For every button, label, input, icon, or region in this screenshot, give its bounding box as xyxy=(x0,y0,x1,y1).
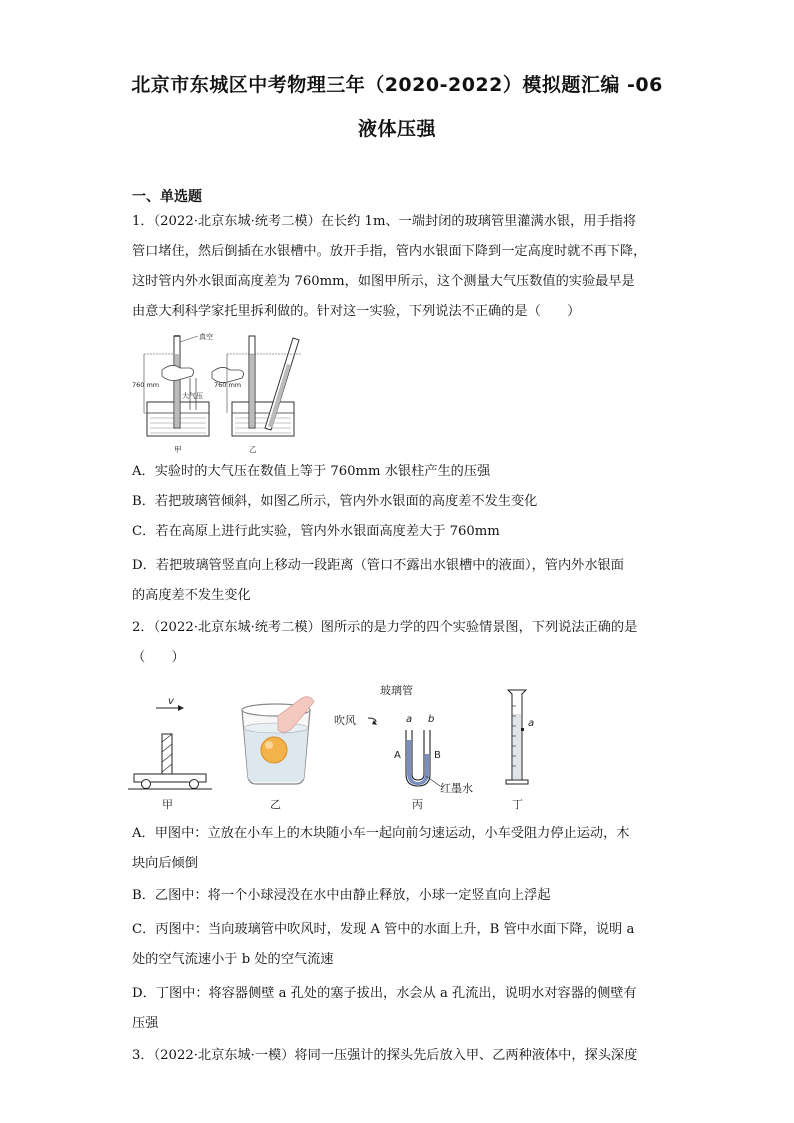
q1-figure xyxy=(132,330,332,456)
bing-caption: 丙 xyxy=(412,798,423,811)
q2-option-b[interactable]: B．乙图中：将一个小球浸没在水中由静止释放，小球一定竖直向上浮起 xyxy=(132,888,551,903)
q2-stem-line-2: （ ） xyxy=(132,650,185,665)
q1-stem-line-1: 1．（2022·北京东城·统考二模）在长约 1m、一端封闭的玻璃管里灌满水银，用手指将 xyxy=(132,214,637,229)
q1-option-c[interactable]: C．若在高原上进行此实验，管内外水银面高度差大于 760mm xyxy=(132,524,500,539)
label-a-ding: a xyxy=(528,718,535,729)
q1-stem-line-3: 这时管内外水银面高度差为 760mm，如图甲所示，这个测量大气压数值的实验最早是 xyxy=(132,274,635,289)
q2-option-a-line-2: 块向后倾倒 xyxy=(132,856,198,871)
q2-option-c-line-1[interactable]: C．丙图中：当向玻璃管中吹风时，发现 A 管中的水面上升，B 管中水面下降，说明 a xyxy=(132,922,635,937)
atm-label: 大气压 xyxy=(182,392,203,400)
q2-stem-line-1: 2．（2022·北京东城·统考二模）图所示的是力学的四个实验情景图，下列说法正确的是 xyxy=(132,620,638,635)
q2-figure-jia xyxy=(128,696,212,811)
q2-option-d-line-2: 压强 xyxy=(132,1016,159,1031)
q1-option-a[interactable]: A．实验时的大气压在数值上等于 760mm 水银柱产生的压强 xyxy=(132,464,491,479)
jia-caption-q2: 甲 xyxy=(162,798,173,811)
q2-option-c-line-2: 处的空气流速小于 b 处的空气流速 xyxy=(132,952,334,967)
label-b: b xyxy=(428,714,435,725)
yi-caption-q2: 乙 xyxy=(270,798,281,811)
q1-option-b[interactable]: B．若把玻璃管倾斜，如图乙所示，管内外水银面的高度差不发生变化 xyxy=(132,494,538,509)
ink-label: 红墨水 xyxy=(440,782,473,795)
ding-caption: 丁 xyxy=(512,798,523,811)
q1-option-d-line-2: 的高度差不发生变化 xyxy=(132,588,251,603)
q2-figure-bing xyxy=(334,683,473,811)
section-heading: 一、单选题 xyxy=(132,189,202,205)
label-A: A xyxy=(394,750,401,761)
q1-stem-line-2: 管口堵住，然后倒插在水银槽中。放开手指，管内水银面下降到一定高度时就不再下降， xyxy=(132,244,647,259)
yi-caption-q1: 乙 xyxy=(249,445,257,454)
blow-label: 吹风 xyxy=(334,714,356,727)
mm-label-yi: 760 mm xyxy=(214,381,242,389)
q2-figure-yi xyxy=(242,697,314,811)
glass-tube-label: 玻璃管 xyxy=(380,684,413,697)
document-title: 北京市东城区中考物理三年（2020-2022）模拟题汇编 -06 xyxy=(131,74,663,96)
mm-label-jia: 760 mm xyxy=(132,381,160,389)
jia-caption-q1: 甲 xyxy=(174,445,182,454)
q1-stem-line-4: 由意大利科学家托里拆利做的。针对这一实验，下列说法不正确的是（ ） xyxy=(132,304,581,319)
document-subtitle: 液体压强 xyxy=(357,118,436,140)
q2-figure xyxy=(128,676,568,816)
q1-figure-yi xyxy=(212,336,302,454)
q3-stem-line-1: 3．（2022·北京东城·一模）将同一压强计的探头先后放入甲、乙两种液体中，探头深度 xyxy=(132,1048,638,1063)
vacuum-label: 真空 xyxy=(199,333,213,341)
label-B: B xyxy=(434,750,441,761)
q2-figure-ding xyxy=(506,690,534,811)
q2-option-d-line-1[interactable]: D．丁图中：将容器侧壁 a 孔处的塞子拔出，水会从 a 孔流出，说明水对容器的侧壁有 xyxy=(132,986,637,1001)
q1-figure-jia xyxy=(132,332,213,454)
velocity-label: v xyxy=(168,696,174,707)
label-a: a xyxy=(406,714,413,725)
q2-option-a-line-1[interactable]: A．甲图中：立放在小车上的木块随小车一起向前匀速运动，小车受阻力停止运动，木 xyxy=(132,826,630,841)
q1-option-d-line-1[interactable]: D．若把玻璃管竖直向上移动一段距离（管口不露出水银槽中的液面），管内外水银面 xyxy=(132,558,624,573)
